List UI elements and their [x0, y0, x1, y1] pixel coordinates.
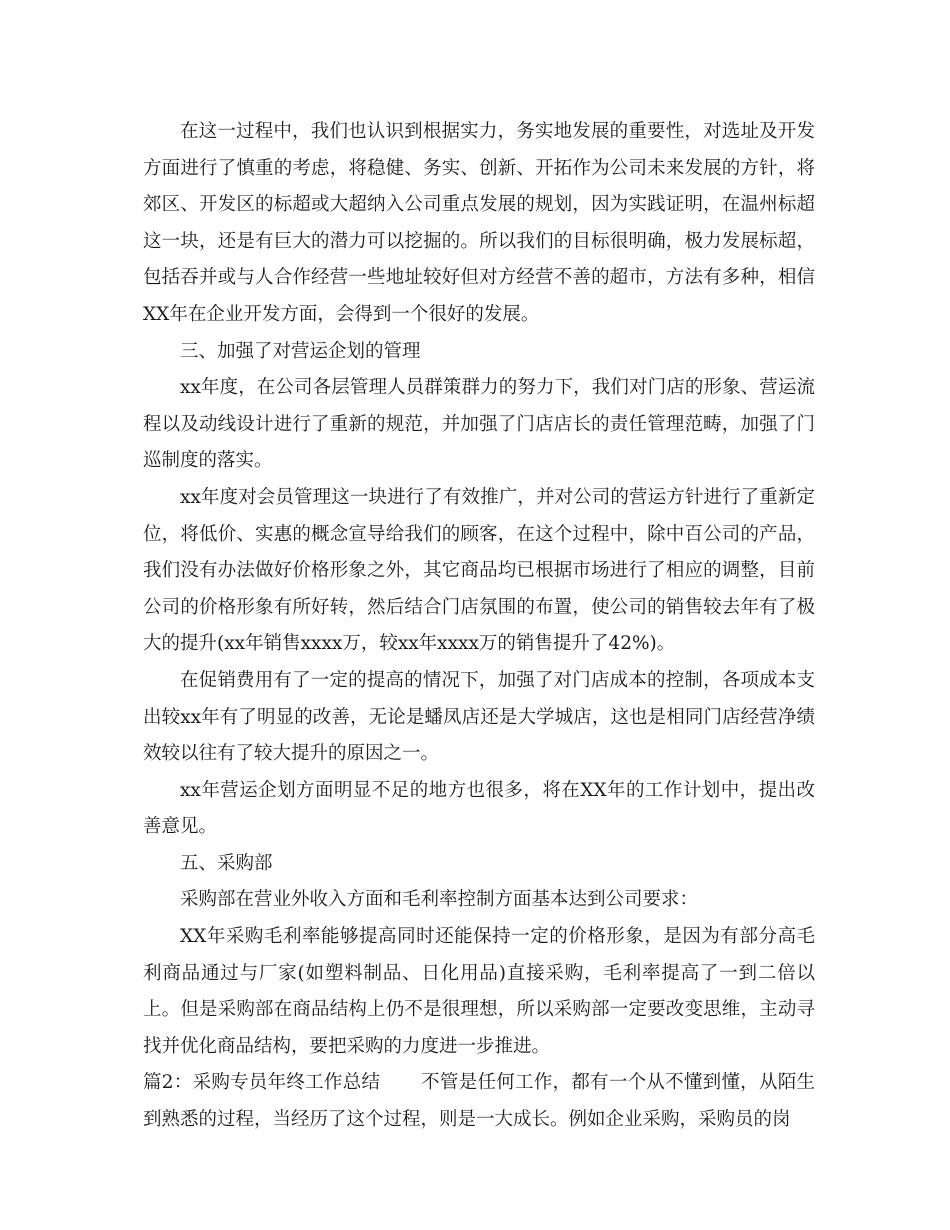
- paragraph-membership-pricing: xx年度对会员管理这一块进行了有效推广，并对公司的营运方针进行了重新定位，将低价、实惠的概念宣导给我们的顾客，在这个过程中，除中百公司的产品，我们没有办法做好价格形象之外，其它商品均已根据市场进行了相应的调整，目前公司的价格形象有所好转，然后结合门店氛围的布置，使公司的销售较去年有了极大的提升(xx年销售xxxx万，较xx年xxxx万的销售提升了42%)。: [143, 486, 815, 655]
- paragraph-part-two: [143, 1065, 815, 1138]
- paragraph-site-selection: 在这一过程中，我们也认识到根据实力，务实地发展的重要性，对选址及开发方面进行了慎重的考虑，将稳健、务实、创新、开拓作为公司未来发展的方针，将郊区、开发区的标超或大超纳入公司重点发展的规划，因为实践证明，在温州标超这一块，还是有巨大的潜力可以挖掘的。所以我们的目标很明确，极力发展标超，包括吞并或与人合作经营一些地址较好但对方经营不善的超市，方法有多种，相信XX年在企业开发方面，会得到一个很好的发展。: [143, 121, 815, 325]
- section-heading-purchasing: 五、采购部: [180, 852, 273, 874]
- paragraph-purchasing-margin: XX年采购毛利率能够提高同时还能保持一定的价格形象，是因为有部分高毛利商品通过与厂家(如塑料制品、日化用品)直接采购，毛利率提高了一到二倍以上。但是采购部在商品结构上仍不是很理想，所以采购部一定要改变思维，主动寻找并优化商品结构，要把采购的力度进一步推进。: [143, 926, 815, 1057]
- paragraph-cost-control: 在促销费用有了一定的提高的情况下，加强了对门店成本的控制，各项成本支出较xx年有了明显的改善，无论是蟠凤店还是大学城店，这也是相同门店经营净绩效较以往有了较大提升的原因之一。: [143, 669, 815, 765]
- paragraph-shortcomings: xx年营运企划方面明显不足的地方也很多，将在XX年的工作计划中，提出改善意见。: [143, 779, 815, 838]
- paragraph-store-standards: xx年度，在公司各层管理人员群策群力的努力下，我们对门店的形象、营运流程以及动线设计进行了重新的规范，并加强了门店店长的责任管理范畴，加强了门巡制度的落实。: [143, 377, 815, 472]
- part-two-title: 篇2：采购专员年终工作总结: [143, 1072, 381, 1094]
- document-body: [143, 114, 815, 1139]
- paragraph-purchasing-summary: 采购部在营业外收入方面和毛利率控制方面基本达到公司要求：: [180, 889, 699, 911]
- part-two-body: 不管是任何工作，都有一个从不懂到懂，从陌生到熟悉的过程，当经历了这个过程，则是一大成长。例如企业采购，采购员的岗: [143, 1072, 815, 1131]
- section-heading-operations-planning: 三、加强了对营运企划的管理: [180, 340, 421, 362]
